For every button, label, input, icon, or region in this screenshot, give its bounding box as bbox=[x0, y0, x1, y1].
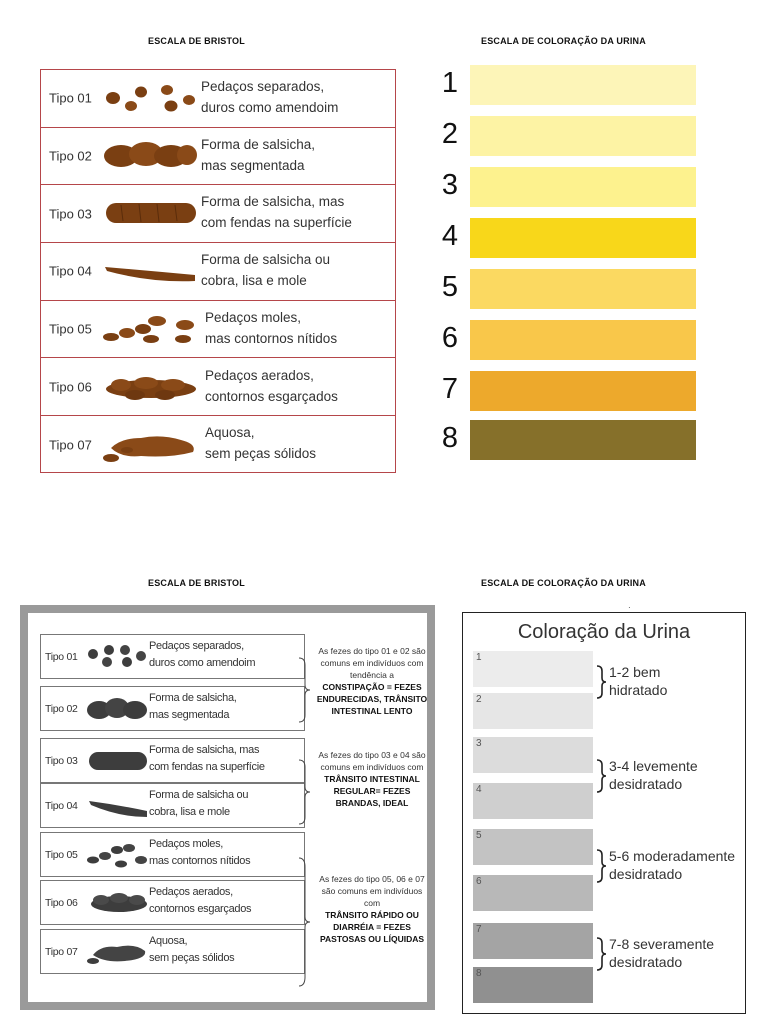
urine-gray-swatch bbox=[473, 783, 593, 819]
desc-line-1: Aquosa, bbox=[205, 425, 255, 441]
group-line-1: 3-4 levemente bbox=[609, 758, 698, 774]
desc-line-2: mas segmentada bbox=[149, 709, 230, 721]
group-line-1: 1-2 bem bbox=[609, 664, 661, 680]
brace-icon bbox=[297, 657, 311, 723]
bristol-desc bbox=[149, 690, 237, 724]
urine-number: 1 bbox=[441, 67, 459, 99]
desc-line-1: Forma de salsicha ou bbox=[201, 252, 331, 268]
bristol-label: Tipo 04 bbox=[49, 263, 92, 279]
desc-line-1: Pedaços moles, bbox=[149, 838, 224, 850]
group-line-2: desidratado bbox=[609, 776, 683, 792]
bristol-desc bbox=[201, 191, 352, 233]
stool-type-1-image bbox=[101, 78, 201, 118]
heading-urine-top: ESCALA DE COLORAÇÃO DA URINA bbox=[481, 36, 646, 46]
bristol-label: Tipo 02 bbox=[45, 702, 78, 715]
desc-line-2: cobra, lisa e mole bbox=[201, 273, 307, 289]
bristol-table-top bbox=[40, 69, 396, 473]
stool-type-2-image bbox=[101, 136, 201, 176]
bristol-label: Tipo 01 bbox=[45, 650, 78, 663]
urine-gray-number: 7 bbox=[476, 924, 482, 935]
urine-group-label bbox=[609, 663, 667, 699]
note-text: As fezes do tipo 05, 06 e 07 são comuns em indivíduos com bbox=[319, 874, 425, 908]
urine-color-swatch bbox=[470, 116, 696, 156]
brace-icon bbox=[595, 849, 607, 883]
desc-line-1: Pedaços aerados, bbox=[149, 886, 233, 898]
urine-gray-swatch bbox=[473, 923, 593, 959]
bristol-desc bbox=[149, 836, 250, 870]
brace-icon bbox=[297, 759, 311, 825]
stool-type-7-image bbox=[101, 424, 201, 464]
note-bold: TRÂNSITO RÁPIDO OU DIARRÉIA = FEZES PASTOSAS OU LÍQUIDAS bbox=[319, 910, 425, 944]
bristol-desc bbox=[201, 76, 338, 118]
urine-gray-swatch bbox=[473, 737, 593, 773]
urine-gray-number: 4 bbox=[476, 784, 482, 795]
urine-color-swatch bbox=[470, 218, 696, 258]
bristol-desc bbox=[201, 249, 330, 291]
bristol-desc bbox=[205, 422, 316, 464]
urine-gray-number: 2 bbox=[476, 694, 482, 705]
desc-line-2: sem peças sólidos bbox=[149, 952, 235, 964]
bristol-row-2 bbox=[41, 128, 395, 186]
bristol-panel-bottom bbox=[20, 605, 435, 1010]
urine-color-panel bbox=[462, 612, 746, 1014]
urine-group-label bbox=[609, 757, 698, 793]
bristol-label: Tipo 04 bbox=[45, 799, 78, 812]
urine-gray-number: 1 bbox=[476, 652, 482, 663]
brace-icon bbox=[595, 759, 607, 793]
desc-line-1: Pedaços moles, bbox=[205, 309, 302, 325]
urine-color-swatch bbox=[470, 167, 696, 207]
bristol-row-7 bbox=[41, 416, 395, 474]
group-line-2: desidratado bbox=[609, 954, 683, 970]
desc-line-1: Aquosa, bbox=[149, 935, 188, 947]
desc-line-2: com fendas na superfície bbox=[201, 215, 352, 231]
bristol-desc bbox=[201, 134, 315, 176]
bristol-row-3 bbox=[41, 185, 395, 243]
urine-gray-swatch bbox=[473, 693, 593, 729]
bristol-label: Tipo 05 bbox=[49, 321, 92, 337]
desc-line-1: Forma de salsicha, bbox=[201, 136, 316, 152]
stool-type-7-image bbox=[85, 935, 151, 969]
desc-line-1: Pedaços separados, bbox=[149, 640, 244, 652]
bristol-bottom-row-1 bbox=[40, 634, 305, 679]
urine-gray-number: 3 bbox=[476, 738, 482, 749]
desc-line-2: mas contornos nítidos bbox=[205, 330, 338, 346]
bristol-bottom-row-5 bbox=[40, 832, 305, 877]
bristol-label: Tipo 06 bbox=[49, 379, 92, 395]
group-line-2: hidratado bbox=[609, 682, 668, 698]
bristol-desc bbox=[149, 884, 251, 918]
bristol-label: Tipo 07 bbox=[49, 437, 92, 453]
desc-line-2: contornos esgarçados bbox=[149, 903, 252, 915]
urine-gray-swatch bbox=[473, 967, 593, 1003]
note-diarrhea bbox=[313, 873, 431, 945]
heading-bristol-bottom: ESCALA DE BRISTOL bbox=[148, 578, 245, 588]
brace-icon bbox=[595, 665, 607, 699]
desc-line-1: Forma de salsicha ou bbox=[149, 789, 249, 801]
heading-urine-bottom: ESCALA DE COLORAÇÃO DA URINA bbox=[481, 578, 646, 588]
bristol-desc bbox=[149, 638, 255, 672]
bristol-label: Tipo 06 bbox=[45, 896, 78, 909]
urine-color-swatch bbox=[470, 269, 696, 309]
bristol-label: Tipo 01 bbox=[49, 90, 92, 106]
bristol-desc bbox=[149, 742, 265, 776]
desc-line-2: mas contornos nítidos bbox=[149, 855, 251, 867]
urine-number: 2 bbox=[441, 118, 459, 150]
urine-number: 3 bbox=[441, 169, 459, 201]
bristol-label: Tipo 05 bbox=[45, 848, 78, 861]
bristol-table-bottom bbox=[40, 634, 305, 1014]
stool-type-5-image bbox=[85, 838, 151, 872]
group-line-2: desidratado bbox=[609, 866, 683, 882]
urine-color-swatch bbox=[470, 420, 696, 460]
tick-mark: · bbox=[628, 603, 631, 612]
urine-number: 5 bbox=[441, 271, 459, 303]
note-regular bbox=[313, 749, 431, 809]
note-constipation bbox=[313, 645, 431, 717]
stool-type-2-image bbox=[85, 692, 151, 726]
stool-type-4-image bbox=[85, 789, 151, 823]
stool-type-6-image bbox=[101, 367, 201, 407]
bristol-label: Tipo 03 bbox=[45, 754, 78, 767]
urine-gray-number: 6 bbox=[476, 876, 482, 887]
bristol-desc bbox=[149, 787, 248, 821]
urine-gray-number: 5 bbox=[476, 830, 482, 841]
urine-number: 6 bbox=[441, 322, 459, 354]
urine-gray-number: 8 bbox=[476, 968, 482, 979]
bristol-bottom-row-3 bbox=[40, 738, 305, 783]
stool-type-5-image bbox=[101, 309, 201, 349]
urine-group-label bbox=[609, 847, 735, 883]
urine-number: 7 bbox=[441, 373, 459, 405]
bristol-desc bbox=[205, 307, 337, 349]
urine-gray-swatch bbox=[473, 829, 593, 865]
note-bold: TRÂNSITO INTESTINAL REGULAR= FEZES BRANDAS, IDEAL bbox=[324, 774, 420, 808]
urine-number: 4 bbox=[441, 220, 459, 252]
desc-line-2: com fendas na superfície bbox=[149, 761, 265, 773]
bristol-bottom-row-2 bbox=[40, 686, 305, 731]
urine-number: 8 bbox=[441, 422, 459, 454]
group-line-1: 5-6 moderadamente bbox=[609, 848, 736, 864]
heading-bristol-top: ESCALA DE BRISTOL bbox=[148, 36, 245, 46]
urine-color-swatch bbox=[470, 320, 696, 360]
bristol-bottom-row-4 bbox=[40, 783, 305, 828]
urine-group-label bbox=[609, 935, 714, 971]
desc-line-1: Forma de salsicha, mas bbox=[149, 744, 260, 756]
urine-panel-title: Coloração da Urina bbox=[517, 621, 691, 643]
group-line-1: 7-8 severamente bbox=[609, 936, 715, 952]
desc-line-1: Pedaços separados, bbox=[201, 79, 325, 94]
desc-line-2: contornos esgarçados bbox=[205, 388, 338, 404]
brace-icon bbox=[595, 937, 607, 971]
bristol-label: Tipo 02 bbox=[49, 148, 92, 164]
bristol-row-4 bbox=[41, 243, 395, 301]
urine-color-swatch bbox=[470, 65, 696, 105]
urine-gray-swatch bbox=[473, 875, 593, 911]
urine-gray-swatch bbox=[473, 651, 593, 687]
bristol-label: Tipo 07 bbox=[45, 945, 78, 958]
stool-type-1-image bbox=[85, 640, 151, 674]
desc-line-2: sem peças sólidos bbox=[205, 446, 317, 462]
bristol-bottom-row-7 bbox=[40, 929, 305, 974]
stool-type-3-image bbox=[101, 193, 201, 233]
bristol-panel-inner bbox=[28, 613, 427, 1002]
note-bold: CONSTIPAÇÃO = FEZES ENDURECIDAS, TRÂNSITO INTESTINAL LENTO bbox=[316, 682, 428, 716]
brace-icon bbox=[297, 857, 311, 987]
bristol-desc bbox=[205, 365, 338, 407]
desc-line-1: Forma de salsicha, mas bbox=[201, 194, 345, 210]
bristol-bottom-row-6 bbox=[40, 880, 305, 925]
desc-line-2: cobra, lisa e mole bbox=[149, 806, 230, 818]
bristol-desc bbox=[149, 933, 234, 967]
bristol-label: Tipo 03 bbox=[49, 206, 92, 222]
desc-line-2: duros como amendoim bbox=[201, 100, 339, 115]
note-text: As fezes do tipo 03 e 04 são comuns em indivíduos com bbox=[318, 750, 426, 772]
desc-line-2: mas segmentada bbox=[201, 157, 305, 173]
desc-line-2: duros como amendoim bbox=[149, 657, 256, 669]
stool-type-6-image bbox=[85, 886, 151, 920]
urine-color-swatch bbox=[470, 371, 696, 411]
note-text: As fezes do tipo 01 e 02 são comuns em indivíduos com tendência a bbox=[318, 646, 426, 680]
stool-type-3-image bbox=[85, 744, 151, 778]
bristol-row-5 bbox=[41, 301, 395, 359]
stool-type-4-image bbox=[101, 251, 201, 291]
bristol-row-6 bbox=[41, 359, 395, 417]
desc-line-1: Forma de salsicha, bbox=[149, 692, 237, 704]
desc-line-1: Pedaços aerados, bbox=[205, 367, 314, 383]
bristol-row-1 bbox=[41, 70, 395, 128]
